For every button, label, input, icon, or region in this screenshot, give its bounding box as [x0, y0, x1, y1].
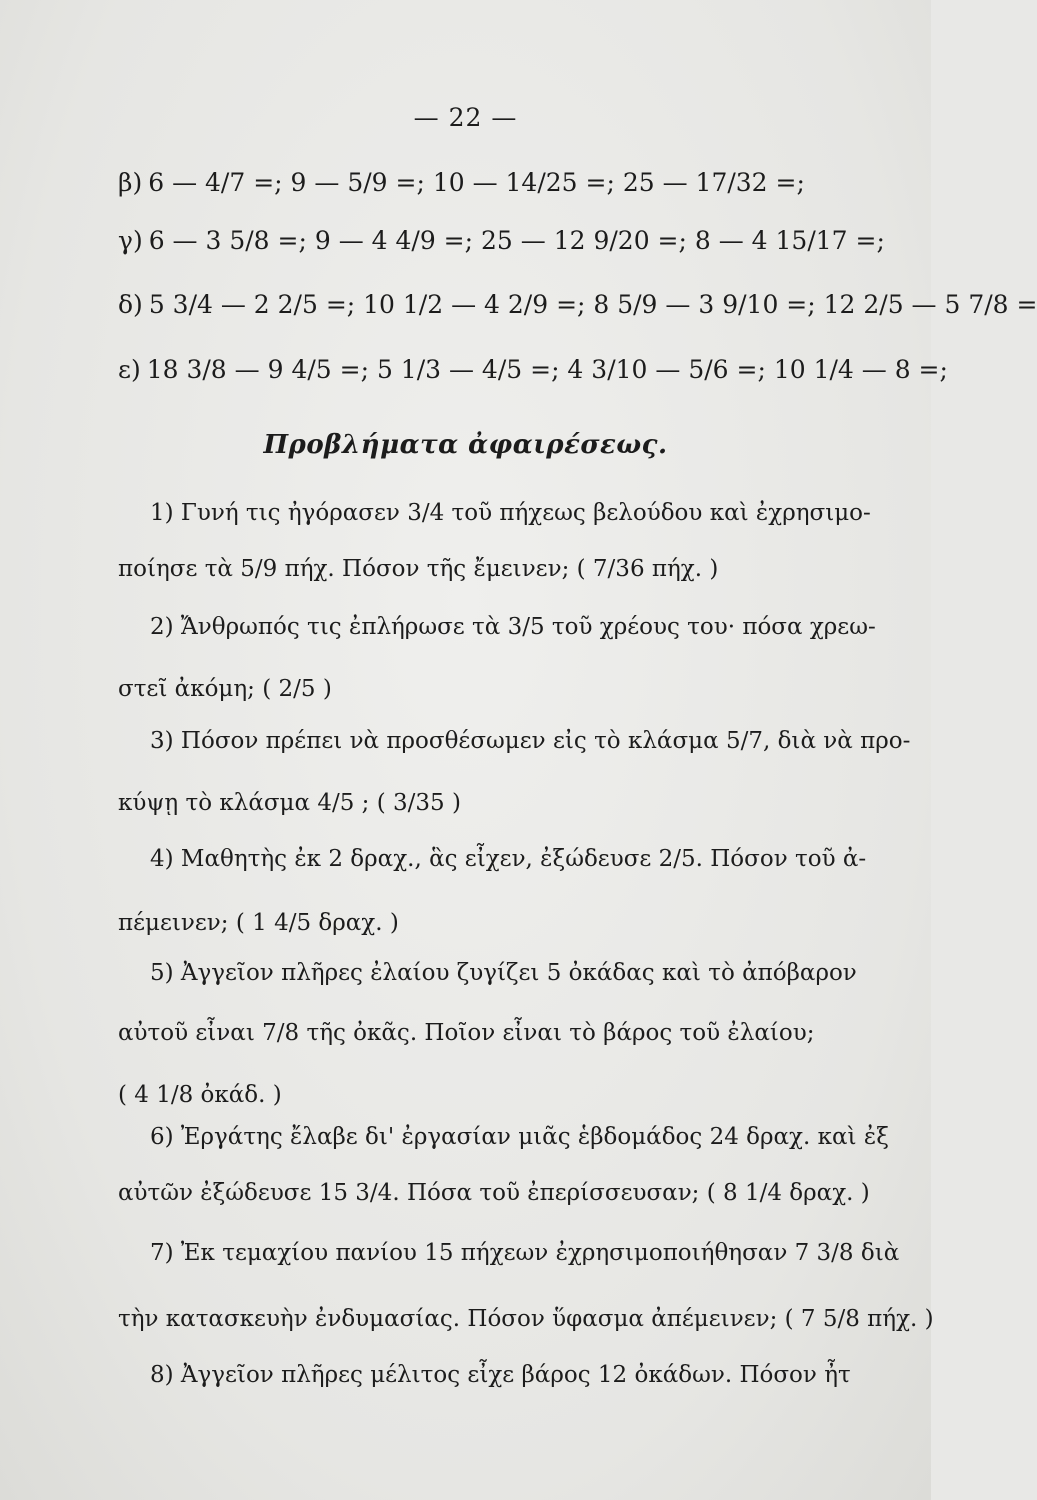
problem-4-line-2: πέμεινεν; ( 1 4/5 δραχ. )	[118, 910, 399, 936]
problem-1-line-1: 1) Γυνή τις ἠγόρασεν 3/4 τοῦ πήχεως βελούδου καὶ ἐχρησιμο-	[150, 500, 871, 526]
exercise-label: γ)	[118, 226, 143, 255]
exercise-gamma	[118, 226, 885, 255]
exercise-beta	[118, 168, 805, 197]
problem-5-line-2: αὐτοῦ εἶναι 7/8 τῆς ὀκᾶς. Ποῖον εἶναι τὸ βάρος τοῦ ἐλαίου;	[118, 1020, 815, 1046]
problem-5-line-1: 5) Ἀγγεῖον πλῆρες ἐλαίου ζυγίζει 5 ὀκάδας καὶ τὸ ἀπόβαρον	[150, 960, 857, 986]
problem-5-line-3: ( 4 1/8 ὀκάδ. )	[118, 1082, 282, 1108]
exercise-text: 5 3/4 — 2 2/5 =; 10 1/2 — 4 2/9 =; 8 5/9 — 3 9/10 =; 12 2/5 — 5 7/8 =	[148, 290, 1037, 319]
exercise-epsilon	[118, 355, 948, 384]
problem-7-line-2: τὴν κατασκευὴν ἐνδυμασίας. Πόσον ὕφασμα ἀπέμεινεν; ( 7 5/8 πήχ. )	[118, 1306, 934, 1332]
problem-7-line-1: 7) Ἐκ τεμαχίου πανίου 15 πήχεων ἐχρησιμοποιήθησαν 7 3/8 διὰ	[150, 1240, 900, 1266]
page-number: — 22 —	[413, 103, 518, 132]
problem-8-line-1: 8) Ἀγγεῖον πλῆρες μέλιτος εἶχε βάρος 12 ὀκάδων. Πόσον ἦτ	[150, 1362, 851, 1388]
problem-2-line-2: στεῖ ἀκόμη; ( 2/5 )	[118, 676, 332, 702]
exercise-delta	[118, 290, 1037, 319]
problem-1-line-2: ποίησε τὰ 5/9 πήχ. Πόσον τῆς ἔμεινεν; ( 7/36 πήχ. )	[118, 556, 719, 582]
exercise-text: 6 — 3 5/8 =; 9 — 4 4/9 =; 25 — 12 9/20 =; 8 — 4 15/17 =;	[148, 226, 885, 255]
exercise-label: ε)	[118, 355, 141, 384]
problem-3-line-2: κύψῃ τὸ κλάσμα 4/5 ; ( 3/35 )	[118, 790, 461, 816]
problem-2-line-1: 2) Ἄνθρωπός τις ἐπλήρωσε τὰ 3/5 τοῦ χρέους του· πόσα χρεω-	[150, 614, 876, 640]
problem-3-line-1: 3) Πόσον πρέπει νὰ προσθέσωμεν εἰς τὸ κλάσμα 5/7, διὰ νὰ προ-	[150, 728, 911, 754]
exercise-text: 6 — 4/7 =; 9 — 5/9 =; 10 — 14/25 =; 25 — 17/32 =;	[148, 168, 805, 197]
exercise-label: β)	[118, 168, 143, 197]
exercise-text: 18 3/8 — 9 4/5 =; 5 1/3 — 4/5 =; 4 3/10 — 5/6 =; 10 1/4 — 8 =;	[146, 355, 948, 384]
problem-6-line-1: 6) Ἐργάτης ἔλαβε δι' ἐργασίαν μιᾶς ἑβδομάδος 24 δραχ. καὶ ἐξ	[150, 1124, 889, 1150]
problem-4-line-1: 4) Μαθητὴς ἐκ 2 δραχ., ἃς εἶχεν, ἐξώδευσε 2/5. Πόσον τοῦ ἀ-	[150, 846, 867, 872]
section-heading: Προβλήματα ἀφαιρέσεως.	[263, 430, 668, 460]
problem-6-line-2: αὐτῶν ἐξώδευσε 15 3/4. Πόσα τοῦ ἐπερίσσευσαν; ( 8 1/4 δραχ. )	[118, 1180, 870, 1206]
exercise-label: δ)	[118, 290, 143, 319]
